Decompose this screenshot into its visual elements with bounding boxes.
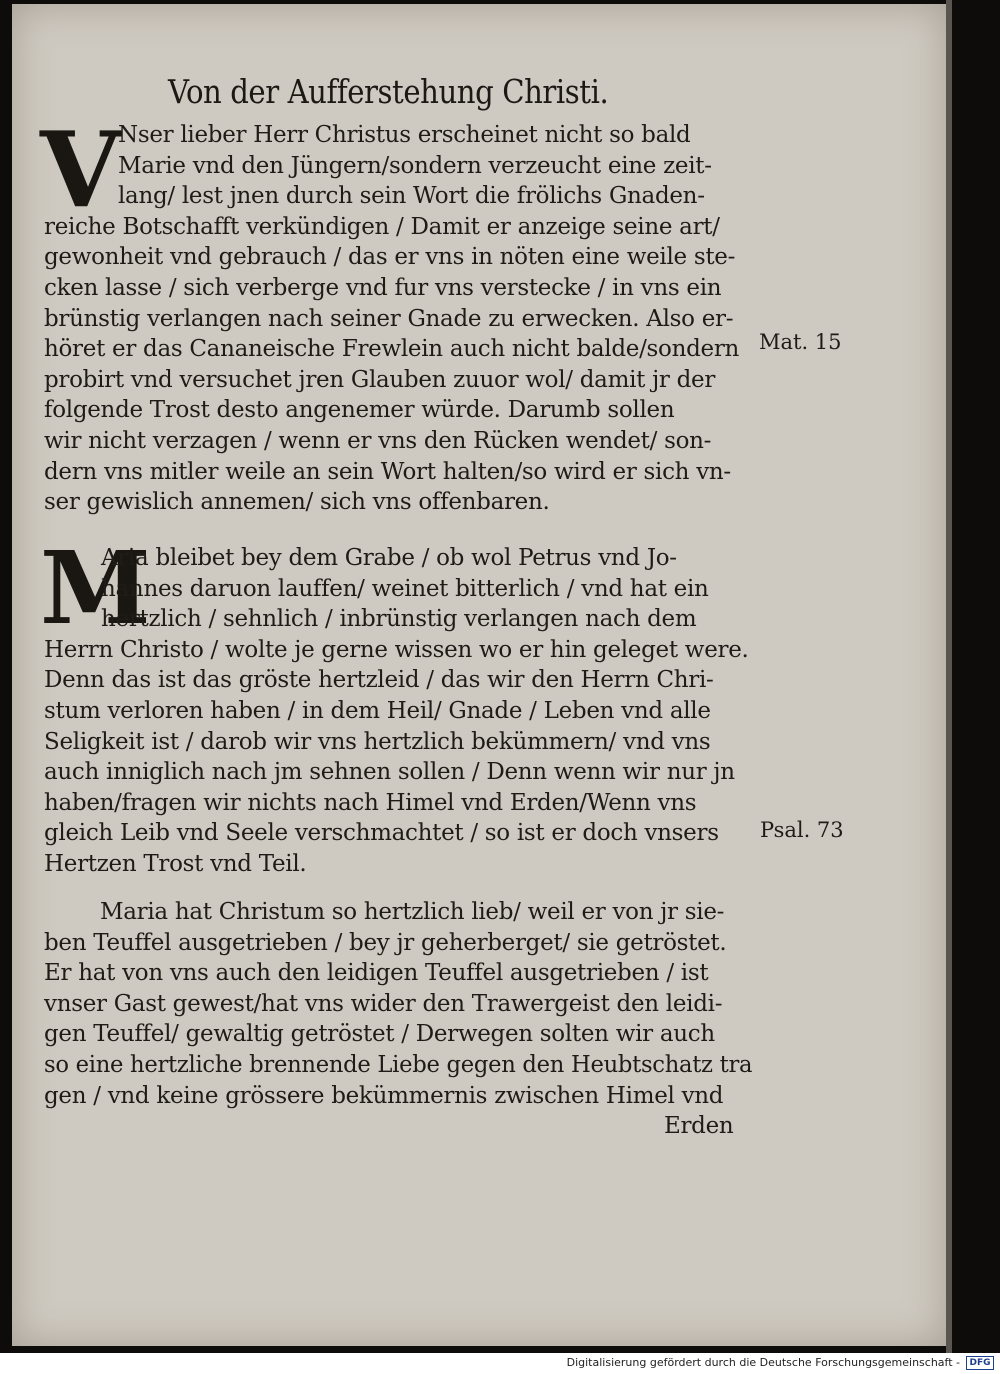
paragraph-3-line: vnser Gast gewest/hat vns wider den Trawergeist den leidi- [44,990,723,1017]
paragraph-1-line: Marie vnd den Jüngern/sondern verzeucht eine zeit- [118,152,712,179]
paragraph-2-line: Hertzen Trost vnd Teil. [44,851,307,877]
paragraph-2-line: haben/fragen wir nichts nach Himel vnd Erden/Wenn vns [44,789,697,816]
paragraph-3-line: gen Teuffel/ gewaltig getröstet / Derwegen solten wir auch [44,1021,715,1048]
catchword: Erden [664,1113,734,1139]
page-heading: Von der Aufferstehung Christi. [168,72,609,111]
paragraph-1-line: gewonheit vnd gebrauch / das er vns in nöten eine weile ste- [44,244,736,271]
paragraph-1-line: brünstig verlangen nach seiner Gnade zu erwecken. Also er- [44,305,734,332]
decorated-initial-v: V [40,108,121,231]
paragraph-2-line: hertzlich / sehnlich / inbrünstig verlangen nach dem [101,606,697,633]
paragraph-2-line: Seligkeit ist / darob wir vns hertzlich bekümmern/ vnd vns [44,728,711,755]
paragraph-2-line: auch inniglich nach jm sehnen sollen / Denn wenn wir nur jn [44,759,735,786]
footer-bar [0,1353,1000,1374]
paragraph-3-line: gen / vnd keine grössere bekümmernis zwischen Himel vnd [44,1082,724,1109]
footer-credit: Digitalisierung gefördert durch die Deutsche Forschungsgemeinschaft - [566,1356,960,1369]
page-edge [946,0,952,1353]
paragraph-1-line: probirt vnd versuchet jren Glauben zuuor wol/ damit jr der [44,366,716,393]
paragraph-2-line: Denn das ist das gröste hertzleid / das wir den Herrn Chri- [44,667,714,694]
paragraph-1-line: ser gewislich annemen/ sich vns offenbaren. [44,489,550,516]
paragraph-1-line: dern vns mitler weile an sein Wort halten/so wird er sich vn- [44,458,731,485]
paragraph-2-line: Aria bleibet bey dem Grabe / ob wol Petrus vnd Jo- [101,545,677,571]
marginal-note-psal: Psal. 73 [760,818,844,842]
paragraph-1-line: Nser lieber Herr Christus erscheinet nicht so bald [118,122,691,148]
paragraph-2-line: stum verloren haben / in dem Heil/ Gnade / Leben vnd alle [44,698,711,724]
paragraph-3-line: Maria hat Christum so hertzlich lieb/ weil er von jr sie- [100,899,725,925]
decorated-initial-m: M [40,529,151,647]
paragraph-2-line: hannes daruon lauffen/ weinet bitterlich / vnd hat ein [101,575,709,602]
paragraph-2-line: Herrn Christo / wolte je gerne wissen wo er hin geleget were. [44,636,749,663]
paragraph-1-line: lang/ lest jnen durch sein Wort die frölichs Gnaden- [118,183,705,210]
paragraph-2-line: gleich Leib vnd Seele verschmachtet / so ist er doch vnsers [44,820,719,847]
paragraph-1-line: folgende Trost desto angenemer würde. Darumb sollen [44,397,675,424]
dfg-logo-icon: DFG [966,1356,994,1370]
paragraph-1-line: höret er das Cananeische Frewlein auch nicht balde/sondern [44,336,740,363]
paragraph-3-line: so eine hertzliche brennende Liebe gegen den Heubtschatz tra [44,1052,753,1078]
paragraph-1-line: cken lasse / sich verberge vnd fur vns verstecke / in vns ein [44,275,722,301]
paragraph-1-line: reiche Botschafft verkündigen / Damit er anzeige seine art/ [44,213,720,240]
marginal-note-mat: Mat. 15 [759,330,842,354]
paragraph-3-line: ben Teuffel ausgetrieben / bey jr geherberget/ sie getröstet. [44,929,727,956]
paragraph-3-line: Er hat von vns auch den leidigen Teuffel ausgetrieben / ist [44,960,709,987]
paragraph-1-line: wir nicht verzagen / wenn er vns den Rücken wendet/ son- [44,428,712,454]
